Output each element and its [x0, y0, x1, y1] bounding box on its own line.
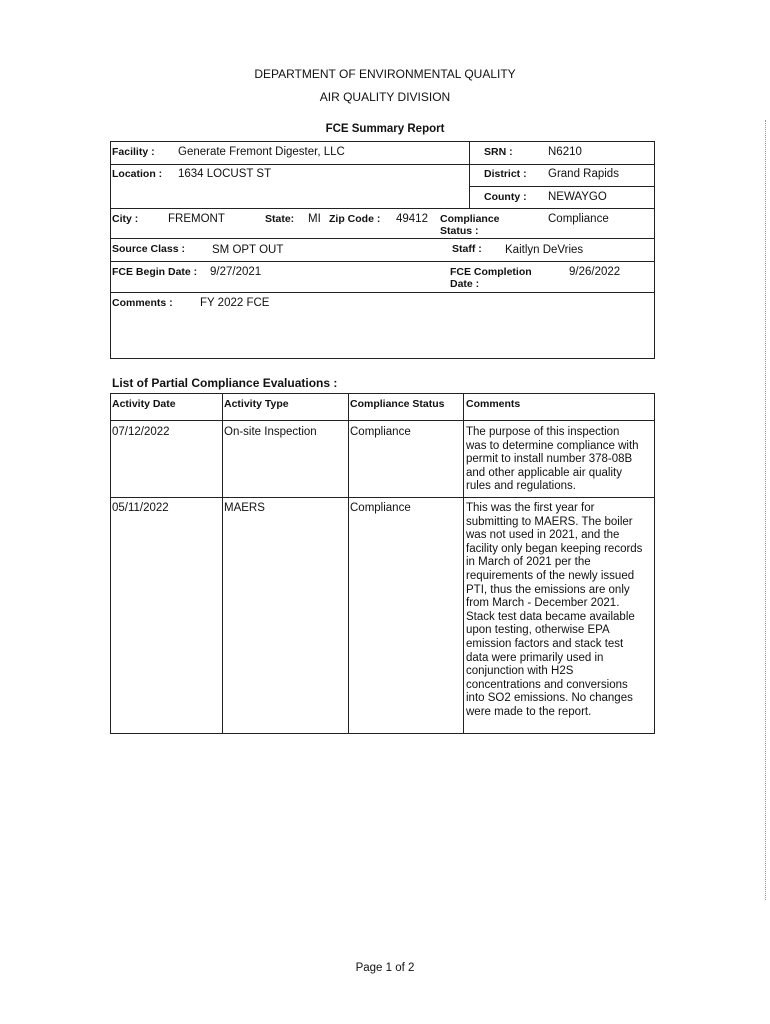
zip-value: 49412: [396, 213, 428, 225]
state-label: State:: [265, 213, 295, 225]
activity-date: 07/12/2022: [112, 426, 170, 438]
source-class-label: Source Class :: [112, 243, 185, 255]
compliance-status: Compliance: [350, 502, 411, 514]
comments-label: Comments :: [112, 297, 173, 309]
compliance-status-value: Compliance: [548, 213, 609, 225]
activity-date: 05/11/2022: [112, 502, 169, 514]
facility-label: Facility :: [112, 146, 155, 158]
compliance-status: Compliance: [350, 426, 411, 438]
pce-list-title: List of Partial Compliance Evaluations :: [112, 376, 338, 390]
completion-date-label-2: Date :: [450, 278, 480, 290]
begin-date-label: FCE Begin Date :: [112, 266, 198, 278]
county-label: County :: [484, 191, 527, 203]
comments-value: FY 2022 FCE: [200, 297, 270, 309]
row-comments: The purpose of this inspection was to determine compliance with permit to install number 378-08B and other applicable air quality rules and regulations.: [466, 426, 639, 493]
city-value: FREMONT: [168, 213, 225, 225]
row-comments: This was the first year for submitting to MAERS. The boiler was not used in 2021, and the facility only began keeping records in March of 2021 per the requirements of the newly issued PTI, thus the emissions are only from March - December 2021. Stack test data became available upon testing, otherwise EPA emission factors and stack test data were primarily used in conjunction with H2S concentrations and conversions into SO2 emissions. No changes were made to the report.: [466, 502, 643, 718]
location-label: Location :: [112, 168, 163, 180]
district-value: Grand Rapids: [548, 168, 619, 180]
report-title: FCE Summary Report: [325, 123, 445, 135]
division-heading: AIR QUALITY DIVISION: [319, 90, 451, 104]
column-header-activity-type: Activity Type: [224, 398, 289, 410]
location-value: 1634 LOCUST ST: [178, 168, 272, 180]
page-number: Page 1 of 2: [355, 962, 415, 974]
completion-date-value: 9/26/2022: [569, 266, 621, 278]
state-value: MI: [308, 213, 321, 225]
zip-label: Zip Code :: [329, 213, 381, 225]
compliance-status-label: Compliance: [440, 213, 500, 225]
district-label: District :: [484, 168, 527, 180]
srn-value: N6210: [548, 146, 582, 158]
department-heading: DEPARTMENT OF ENVIRONMENTAL QUALITY: [254, 67, 516, 81]
scan-edge-mark: [765, 120, 766, 900]
column-header-activity-date: Activity Date: [112, 398, 176, 410]
staff-value: Kaitlyn DeVries: [505, 244, 584, 256]
begin-date-value: 9/27/2021: [210, 266, 262, 278]
completion-date-label: FCE Completion: [450, 266, 532, 278]
staff-label: Staff :: [452, 243, 482, 255]
column-header-comments: Comments: [466, 398, 521, 410]
srn-label: SRN :: [484, 146, 513, 158]
city-label: City :: [112, 213, 139, 225]
activity-type: On-site Inspection: [224, 426, 317, 438]
activity-type: MAERS: [224, 502, 265, 514]
compliance-status-label-2: Status :: [440, 225, 479, 237]
county-value: NEWAYGO: [548, 191, 607, 203]
column-header-compliance-status: Compliance Status: [350, 398, 445, 410]
facility-value: Generate Fremont Digester, LLC: [178, 146, 345, 158]
source-class-value: SM OPT OUT: [212, 244, 284, 256]
